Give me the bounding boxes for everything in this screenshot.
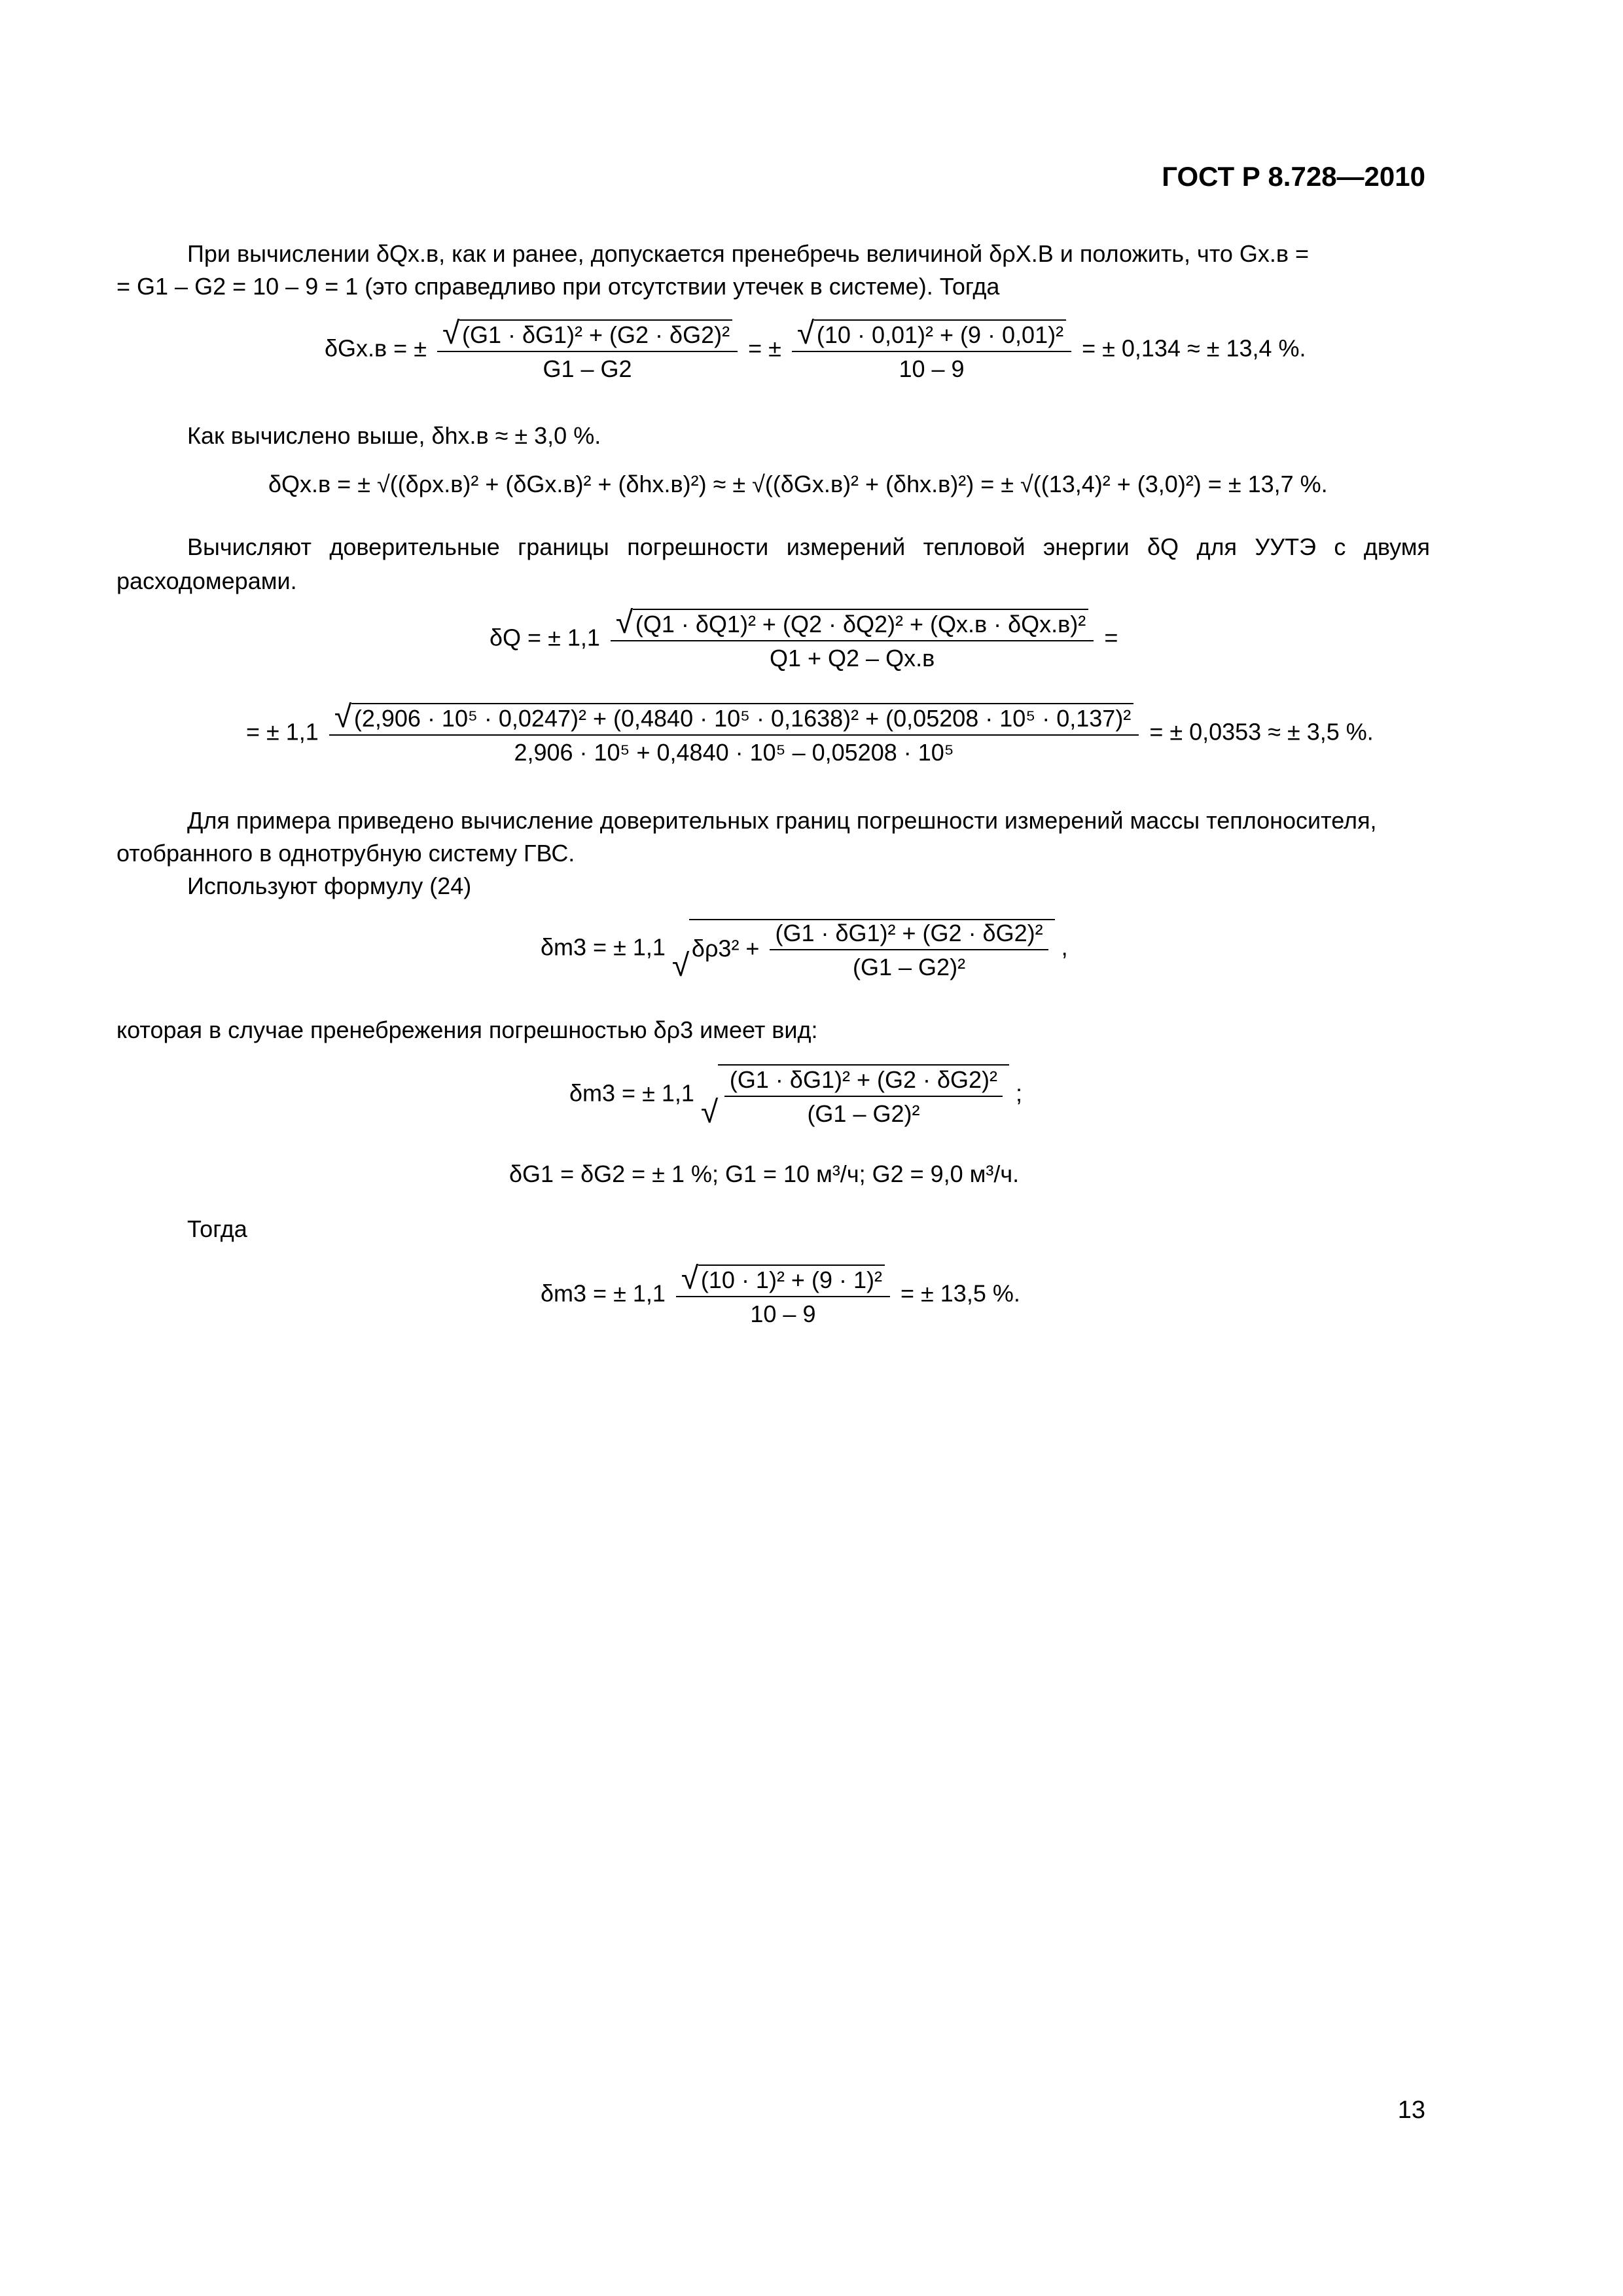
equation-term: δρ3² + [691,935,760,962]
sqrt-icon: √ [700,1095,719,1130]
equation-delta-q-numeric [246,700,1374,766]
document-code: ГОСТ Р 8.728—2010 [1162,161,1425,192]
numerator: (G1 · δG1)² + (G2 · δG2)² [724,1068,1003,1097]
numerator: (G1 · δG1)² + (G2 · δG2)² [770,922,1048,950]
fraction [792,316,1071,382]
sqrt-icon: √ [671,948,690,983]
equation-mid: = ± [748,334,781,362]
paragraph: которая в случае пренебрежения погрешностью δρ3 имеет вид: [116,1016,818,1043]
numerator: (10 · 1)² + (9 · 1)² [698,1265,885,1292]
numerator: (10 · 0,01)² + (9 · 0,01)² [814,319,1066,347]
equation-delta-g-xv [325,316,1306,382]
paragraph-line: При вычислении δQх.в, как и ранее, допускается пренебречь величиной δρХ.В и положить, что Gх.в = [187,240,1310,267]
denominator: 10 – 9 [750,1300,816,1327]
equation-result: = ± 13,5 %. [900,1280,1020,1307]
fraction [329,700,1139,766]
denominator: 10 – 9 [899,355,965,382]
paragraph: Как вычислено выше, δhх.в ≈ ± 3,0 %. [187,422,601,449]
denominator: Q1 + Q2 – Qх.в [769,645,935,672]
fraction [724,1068,1003,1126]
denominator: (G1 – G2)² [853,954,966,980]
equation-given-values: δG1 = δG2 = ± 1 %; G1 = 10 м³/ч; G2 = 9,0 м³/ч. [509,1160,1020,1187]
fraction [437,316,738,382]
fraction [611,605,1094,672]
numerator: (G1 · δG1)² + (G2 · δG2)² [459,319,732,347]
equation-lhs: δm3 = ± 1,1 [569,1079,694,1107]
paragraph: Используют формулу (24) [187,872,472,899]
equation-delta-m3-simplified [569,1064,1023,1130]
sqrt-icon: √ [442,316,460,351]
denominator: 2,906 · 10⁵ + 0,4840 · 10⁵ – 0,05208 · 10⁵ [514,739,954,766]
denominator: (G1 – G2)² [807,1100,920,1127]
equation-delta-m3-result [541,1261,1020,1327]
sqrt-icon: √ [681,1261,699,1296]
numerator: (2,906 · 10⁵ · 0,0247)² + (0,4840 · 10⁵ · 0,1638)² + (0,05208 · 10⁵ · 0,137)² [351,703,1133,730]
equation-delta-m3-formula-24 [541,919,1068,983]
denominator: G1 – G2 [543,355,632,382]
equation-result: = ± 0,134 ≈ ± 13,4 %. [1082,334,1306,362]
equation-delta-q [490,605,1118,672]
equation-tail: = [1104,624,1118,651]
paragraph-line: = G1 – G2 = 10 – 9 = 1 (это справедливо при отсутствии утечек в системе). Тогда [116,273,1000,300]
sqrt-icon: √ [615,605,633,640]
equation-lhs: δm3 = ± 1,1 [541,933,666,961]
sqrt-icon: √ [796,316,815,351]
sqrt-icon: √ [334,700,352,734]
page-number: 13 [1397,2096,1425,2124]
paragraph-line: отобранного в однотрубную систему ГВС. [116,840,575,867]
equation-tail: ; [1016,1079,1023,1107]
equation-delta-q-xv: δQх.в = ± √((δρх.в)² + (δGх.в)² + (δhх.в)²) ≈ ± √((δGх.в)² + (δhх.в)²) = ± √((13,4)² + (3,0)²) = ± 13,7 %. [268,471,1328,497]
equation-lhs: = ± 1,1 [246,718,319,745]
paragraph: Вычисляют доверительные границы погрешности измерений тепловой энергии δQ для УУТЭ с двумя расходомерами. [116,533,1430,594]
fraction [676,1261,890,1327]
numerator: (Q1 · δQ1)² + (Q2 · δQ2)² + (Qх.в · δQх.в)² [633,609,1088,636]
fraction [770,922,1048,979]
equation-lhs: δQ = ± 1,1 [490,624,600,651]
paragraph: Тогда [187,1215,247,1242]
equation-lhs: δGх.в = ± [325,334,427,362]
paragraph-line: Для примера приведено вычисление доверительных границ погрешности измерений массы теплоносителя, [187,807,1377,834]
equation-result: = ± 0,0353 ≈ ± 3,5 %. [1149,718,1374,745]
equation-lhs: δm3 = ± 1,1 [541,1280,666,1307]
equation-tail: , [1061,933,1068,961]
